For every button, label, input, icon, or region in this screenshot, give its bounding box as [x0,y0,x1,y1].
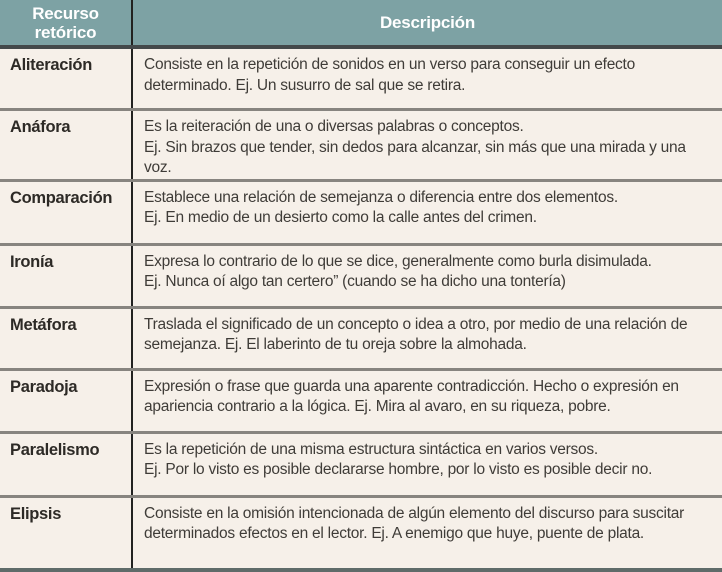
term-label: Comparación [0,182,133,243]
description-cell [133,498,722,572]
description-example: Ej. Sin brazos que tender, sin dedos para alcanzar, sin más que una mirada y una voz. [144,138,686,176]
term-label: Paradoja [0,371,133,431]
description-text: Expresión o frase que guarda una aparente contradicción. Hecho o expresión en apariencia contrario a la lógica. Ej. Mira al avaro, en su riqueza, pobre. [144,377,679,415]
table-row-metafora [0,309,722,371]
table-body [0,49,722,572]
description-text: Es la reiteración de una o diversas palabras o conceptos. [144,118,524,135]
column-header-descripcion: Descripción [379,13,476,32]
description-text: Traslada el significado de un concepto o idea a otro, por medio de una relación de semejanza. Ej. El laberinto de tu oreja sobre la almohada. [144,315,688,353]
table-header-row [0,0,722,49]
table-row-aliteracion [0,49,722,111]
description-cell [133,49,722,108]
term-label: Anáfora [0,111,133,179]
description-cell [133,111,722,179]
table-row-ironia [0,246,722,309]
description-example: Ej. Por lo visto es posible declararse hombre, por lo visto es posible decir no. [144,461,653,478]
table-row-paralelismo [0,434,722,498]
table-row-anafora [0,111,722,182]
table-row-elipsis [0,498,722,572]
table-row-comparacion [0,182,722,246]
description-cell [133,371,722,431]
description-text: Expresa lo contrario de lo que se dice, generalmente como burla disimulada. [144,252,652,270]
description-text: Establece una relación de semejanza o diferencia entre dos elementos. [144,188,618,206]
description-cell [133,246,722,306]
description-example: Ej. En medio de un desierto como la calle antes del crimen. [144,209,537,226]
description-text: Consiste en la omisión intencionada de algún elemento del discurso para suscitar determinados efectos en el lector. Ej. A enemigo que huye, puente de plata. [144,504,685,542]
term-label: Aliteración [0,49,133,108]
column-header-recurso-retorico: Recurso retórico [0,0,133,45]
description-example: Ej. Nunca oí algo tan certero” (cuando se ha dicho una tontería) [144,273,566,290]
description-cell [133,434,722,495]
description-text: Es la repetición de una misma estructura sintáctica en varios versos. [144,440,598,458]
description-cell [133,182,722,243]
term-label: Metáfora [0,309,133,368]
description-text: Consiste en la repetición de sonidos en un verso para conseguir un efecto determinado. Ej. Un susurro de sal que se retira. [144,56,635,94]
term-label: Ironía [0,246,133,306]
term-label: Elipsis [0,498,133,572]
description-cell [133,309,722,368]
table-row-paradoja [0,371,722,434]
term-label: Paralelismo [0,434,133,495]
